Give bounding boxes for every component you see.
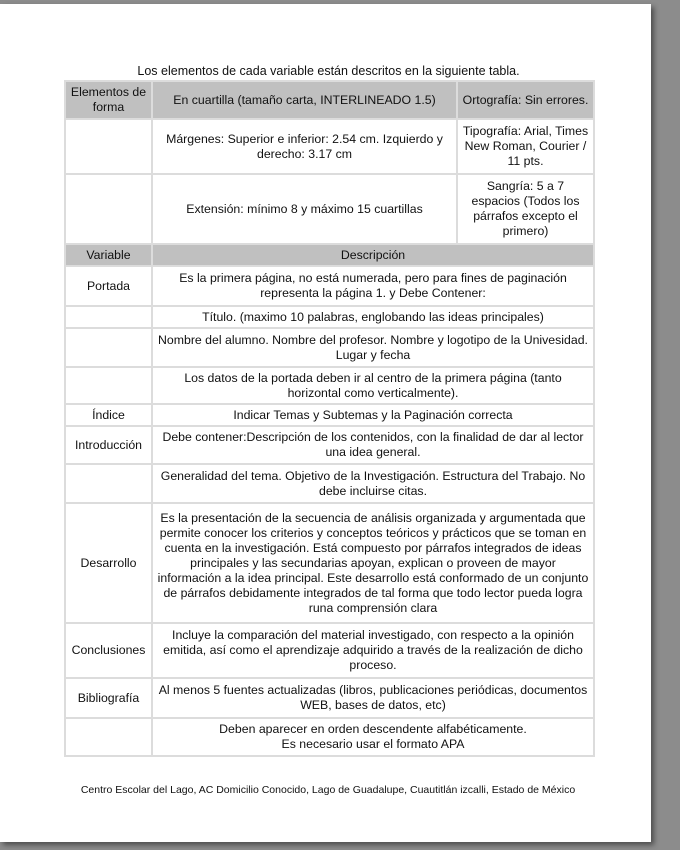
variable-row: [65, 718, 594, 756]
table-cell: Portada: [65, 266, 152, 306]
variable-row: [65, 328, 594, 367]
table-cell: Ortografía: Sin errores.: [457, 81, 594, 119]
table-cell: [65, 119, 152, 174]
table-cell: Índice: [65, 404, 152, 426]
table-cell: Incluye la comparación del material investigado, con respecto a la opinión emitida, así como el aprendizaje adquirido a través de la realización de dicho proceso.: [152, 623, 594, 678]
form-row: [65, 174, 594, 244]
table-cell: Indicar Temas y Subtemas y la Paginación correcta: [152, 404, 594, 426]
table-cell: [65, 328, 152, 367]
table-cell: Al menos 5 fuentes actualizadas (libros, publicaciones periódicas, documentos WEB, bases de datos, etc): [152, 678, 594, 718]
table-cell: Extensión: mínimo 8 y máximo 15 cuartillas: [152, 174, 457, 244]
table-cell: Es la primera página, no está numerada, pero para fines de paginación representa la página 1. y Debe Contener:: [152, 266, 594, 306]
variable-row: [65, 426, 594, 464]
form-row: [65, 119, 594, 174]
table-cell: [65, 174, 152, 244]
table-cell: [65, 367, 152, 404]
variable-row: [65, 464, 594, 503]
variable-row: [65, 367, 594, 404]
table-cell: Nombre del alumno. Nombre del profesor. Nombre y logotipo de la Univesidad. Lugar y fecha: [152, 328, 594, 367]
variable-header-row: [65, 244, 594, 266]
table-cell: Deben aparecer en orden descendente alfabéticamente. Es necesario usar el formato APA: [152, 718, 594, 756]
table-cell: Desarrollo: [65, 503, 152, 623]
variable-row: [65, 404, 594, 426]
variable-row: [65, 306, 594, 328]
table-cell: Márgenes: Superior e inferior: 2.54 cm. Izquierdo y derecho: 3.17 cm: [152, 119, 457, 174]
table-cell: [65, 306, 152, 328]
table-cell: Descripción: [152, 244, 594, 266]
table-cell: [65, 464, 152, 503]
table-cell: Variable: [65, 244, 152, 266]
form-header-row: [65, 81, 594, 119]
table-cell: Generalidad del tema. Objetivo de la Investigación. Estructura del Trabajo. No debe incluirse citas.: [152, 464, 594, 503]
variable-row: [65, 678, 594, 718]
table-cell: Conclusiones: [65, 623, 152, 678]
table-cell: [65, 718, 152, 756]
variable-row: [65, 503, 594, 623]
document-page: [0, 4, 651, 842]
table-cell: Bibliografía: [65, 678, 152, 718]
table-cell: En cuartilla (tamaño carta, INTERLINEADO 1.5): [152, 81, 457, 119]
table-cell: Título. (maximo 10 palabras, englobando las ideas principales): [152, 306, 594, 328]
table-caption: Los elementos de cada variable están descritos en la siguiente tabla.: [137, 64, 520, 78]
table-cell: Tipografía: Arial, Times New Roman, Courier / 11 pts.: [457, 119, 594, 174]
variable-row: [65, 266, 594, 306]
table-cell: Debe contener:Descripción de los contenidos, con la finalidad de dar al lector una idea general.: [152, 426, 594, 464]
table-cell: Los datos de la portada deben ir al centro de la primera página (tanto horizontal como verticalmente).: [152, 367, 594, 404]
table-cell: Sangría: 5 a 7 espacios (Todos los párrafos excepto el primero): [457, 174, 594, 244]
requirements-table: [64, 80, 595, 757]
table-cell: Introducción: [65, 426, 152, 464]
page-footer: Centro Escolar del Lago, AC Domicilio Conocido, Lago de Guadalupe, Cuautitlán izcalli, Estado de México: [80, 784, 576, 796]
variable-row: [65, 623, 594, 678]
table-cell: Es la presentación de la secuencia de análisis organizada y argumentada que permite conocer los criterios y conceptos teóricos y prácticos que se toman en cuenta en la investigación. Está compuesto por párrafos integrados de ideas principales y las secundarias apoyan, explican o proveen de mayor información a la idea principal. Este desarrollo está conformado de un conjunto de párrafos debidamente integrados de tal forma que todo lector pueda logra runa comprensión clara: [152, 503, 594, 623]
table-cell: Elementos de forma: [65, 81, 152, 119]
